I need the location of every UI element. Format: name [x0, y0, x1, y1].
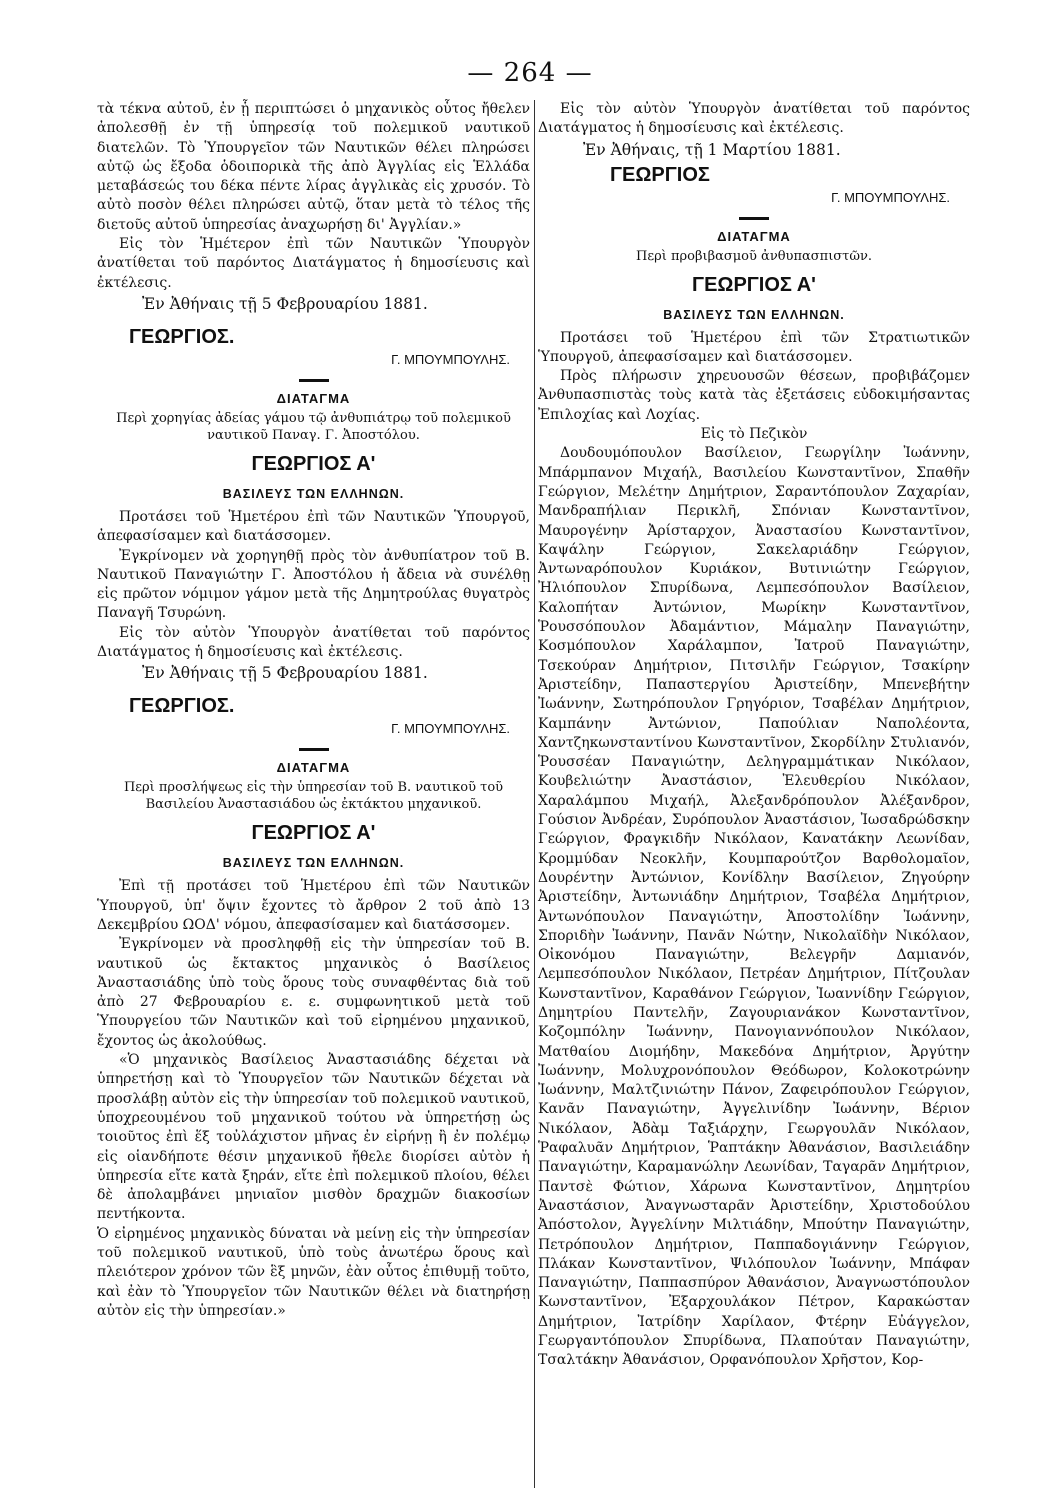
- king-signature: ΓΕΩΡΓΙΟΣ.: [129, 695, 235, 718]
- paragraph: Πρὸς πλήρωσιν χηρευουσῶν θέσεων, προβιβάζομεν Ἀνθυπασπιστὰς τοὺς κατὰ τὰς ἐξετάσεις εὐδοκιμήσαντας Ἐπιλοχίας καὶ Λοχίας.: [538, 368, 970, 423]
- decree-subject: Περὶ προσλήψεως εἰς τὴν ὑπηρεσίαν τοῦ Β. ναυτικοῦ τοῦ Βασιλείου Ἀναστασιάδου ὡς ἐκτάκτου μηχανικοῦ.: [123, 780, 504, 813]
- king-title: ΒΑΣΙΛΕΥΣ ΤΩΝ ΕΛΛΗΝΩΝ.: [222, 486, 405, 501]
- right-column: [538, 100, 970, 1371]
- paragraph: Ὁ εἰρημένος μηχανικὸς δύναται νὰ μείνῃ εἰς τὴν ὑπηρεσίαν τοῦ πολεμικοῦ ναυτικοῦ, ὑπὸ τοὺς ἀνωτέρω ὅρους καὶ πλειότερον χρόνον τῶν ἓξ μηνῶν, ἐὰν οὗτος ἐπιθυμῇ τοῦτο, καὶ ἐὰν τὸ Ὑπουργεῖον τῶν Ναυτικῶν θέλει νὰ διατηρήσῃ αὐτὸν εἰς τὴν ὑπηρεσίαν.»: [97, 1225, 530, 1319]
- paragraph: Προτάσει τοῦ Ἡμετέρου ἐπὶ τῶν Ναυτικῶν Ὑπουργοῦ, ἀπεφασίσαμεν καὶ διατάσσομεν.: [97, 508, 530, 545]
- paragraph: Προτάσει τοῦ Ἡμετέρου ἐπὶ τῶν Στρατιωτικῶν Ὑπουργοῦ, ἀπεφασίσαμεν καὶ διατάσσομεν.: [538, 329, 970, 365]
- king-title: ΒΑΣΙΛΕΥΣ ΤΩΝ ΕΛΛΗΝΩΝ.: [663, 307, 845, 322]
- decree-date: Ἐν Ἀθήναις τῇ 5 Φεβρουαρίου 1881.: [142, 294, 428, 313]
- paragraph: τὰ τέκνα αὐτοῦ, ἐν ᾗ περιπτώσει ὁ μηχανικὸς οὗτος ἤθελεν ἀπολεσθῇ ἐν τῇ ὑπηρεσίᾳ τοῦ πολεμικοῦ ναυτικοῦ διατελῶν. Τὸ Ὑπουργεῖον τῶν Ναυτικῶν θέλει πληρώσει αὐτῷ ὡς ἔξοδα ὁδοιπορικὰ τῆς ἀπὸ Ἀγγλίας εἰς Ἑλλάδα μεταβάσεώς του δέκα πέντε λίρας ἀγγλικὰς εἰς χρυσόν. Τὸ αὐτὸ ποσὸν θέλει πληρώσει αὐτῷ, ὅταν μετὰ τὸ τέλος τῆς διετοῦς αὐτοῦ ὑπηρεσίας ἀναχωρήσῃ δι' Ἀγγλίαν.»: [97, 101, 530, 233]
- king-name: ΓΕΩΡΓΙΟΣ Α': [251, 452, 376, 475]
- paragraph: Ἐπὶ τῇ προτάσει τοῦ Ἡμετέρου ἐπὶ τῶν Ναυτικῶν Ὑπουργοῦ, ὑπ' ὄψιν ἔχοντες τὸ ἄρθρον 2 τοῦ ἀπὸ 13 Δεκεμβρίου ΩΟΔ' νόμου, ἀπεφασίσαμεν καὶ διατάσσομεν.: [97, 878, 530, 933]
- decree-subject: Περὶ προβιβασμοῦ ἀνθυπασπιστῶν.: [636, 248, 872, 264]
- paragraph: Ἐγκρίνομεν νὰ προσληφθῇ εἰς τὴν ὑπηρεσίαν τοῦ Β. ναυτικοῦ ὡς ἔκτακτος μηχανικὸς ὁ Βασίλειος Ἀναστασιάδης ὑπὸ τοὺς ὅρους τοὺς συναφθέντας διὰ τοῦ ἀπὸ 27 Φεβρουαρίου ε. ε. συμφωνητικοῦ μετὰ τοῦ Ὑπουργείου τῶν Ναυτικῶν καὶ τοῦ εἰρημένου μηχανικοῦ, ἔχοντος ὡς ἀκολούθως.: [97, 936, 530, 1049]
- page-number: — 264 —: [467, 58, 593, 88]
- king-name: ΓΕΩΡΓΙΟΣ Α': [251, 822, 376, 845]
- paragraph: Εἰς τὸν αὐτὸν Ὑπουργὸν ἀνατίθεται τοῦ παρόντος Διατάγματος ἡ δημοσίευσις καὶ ἐκτέλεσις.: [97, 624, 530, 661]
- decree-subject: Περὶ χορηγίας ἀδείας γάμου τῷ ἀνθυπιάτρῳ τοῦ πολεμικοῦ ναυτικοῦ Παναγ. Γ. Ἀποστόλου.: [116, 410, 511, 443]
- names-list: Δουδουμόπουλον Βασίλειον, Γεωργίλην Ἰωάννην, Μπάρμπανον Μιχαήλ, Βασιλείου Κωνσταντῖνον, Σπαθῆν Γεώργιον, Μελέτην Δημήτριον, Σαραντόπουλον Ζαχαρίαν, Μανδραπήλιαν Περικλῆ, Σπόνιαν Κωνσταντῖνον, Μαυρογένην Ἀρίσταρχον, Ἀναστασίου Κωνσταντῖνον, Καψάλην Γεώργιον, Σακελαριάδην Γεώργιον, Ἀντωναρόπουλον Κυριάκον, Βυτινιώτην Γεώργιον, Ἠλιόπουλον Σπυρίδωνα, Λεμπεσόπουλον Βασίλειον, Καλοπήταν Ἀντώνιον, Μωρίκην Κωνσταντῖνον, Ῥουσσόπουλον Ἀδαμάντιον, Μάμαλην Παναγιώτην, Κοσμόπουλον Χαράλαμπον, Ἰατροῦ Παναγιώτην, Τσεκούραν Δημήτριον, Πιτσιλῆν Γεώργιον, Τσακίρην Ἀριστείδην, Παπαστεργίου Ἀριστείδην, Μπενεβήτην Ἰωάννην, Σωτηρόπουλον Γρηγόριον, Τσαβέλαν Δημήτριον, Καμπάνην Ἀντώνιον, Παπούλιαν Ναπολέοντα, Χαντζηκωνσταντίνου Κωνσταντῖνον, Σκορδίλην Στυλιανόν, Ῥουσσέαν Παναγιώτην, Δεληγραμμάτικαν Νικόλαον, Κουβελιώτην Ἀναστάσιον, Ἐλευθερίου Νικόλαον, Χαραλάμπου Μιχαήλ, Ἀλεξανδρόπουλον Ἀλέξανδρον, Γούσιον Ἀνδρέαν, Συρόπουλον Ἀναστάσιον, Ἰωσαδρώδσκην Γεώργιον, Φραγκιδῆν Νικόλαον, Κανατάκην Λεωνίδαν, Κρομμύδαν Νεοκλῆν, Κουμπαρούτζον Βαρθολομαῖον, Δουρέντην Ἀντώνιον, Κονίδλην Βασίλειον, Ζηγούρην Ἀριστείδην, Ἀντωνιάδην Δημήτριον, Τσαβέλα Δημήτριον, Ἀντωνόπουλον Παναγιώτην, Ἀποστολίδην Ἰωάννην, Σποριδὴν Ἰωάννην, Πανᾶν Νώτην, Νικολαϊδὴν Νικόλαον, Οἰκονόμου Παναγιώτην, Βελεγρῆν Δαμιανόν, Λεμπεσόπουλον Νικόλαον, Πετρέαν Δημήτριον, Πίτζουλαν Κωνσταντῖνον, Καραθάνον Γεώργιον, Ἰωαννίδην Γεώργιον, Δημητρίου Παντελῆν, Ζαγουριανάκον Κωνσταντῖνον, Κοζομπόλην Ἰωάννην, Πανογιαννόπουλον Νικόλαον, Ματθαίου Διομήδην, Μακεδόνα Δημήτριον, Ἀργύτην Ἰωάννην, Μολυχρονόπουλον Θεόδωρον, Κολοκοτρώνην Ἰωάννην, Μαλτζινιώτην Πάνον, Ζαφειρόπουλον Γεώργιον, Κανᾶν Παναγιώτην, Ἀγγελινίδην Ἰωάννην, Βέριον Νικόλαον, Ἀδὰμ Ταξιάρχην, Γεωργουλᾶν Νικόλαον, Ῥαφαλυᾶν Δημήτριον, Ῥαπτάκην Ἀθανάσιον, Βασιλειάδην Παναγιώτην, Καραμανώλην Λεωνίδαν, Ταγαρᾶν Δημήτριον, Παντσὲ Φώτιον, Χάρωνα Κωνσταντῖνον, Δημητρίου Ἀναστάσιον, Ἀναγνωσταρᾶν Ἀριστείδην, Χριστοδούλου Ἀπόστολον, Ἀγγελίνην Μιλτιάδην, Μπούτην Παναγιώτην, Πετρόπουλον Δημήτριον, Παππαδογιάννην Γεώργιον, Πλάκαν Κωνσταντῖνον, Ψιλόπουλον Ἰωάννην, Μπάφαν Παναγιώτην, Παππασπύρον Ἀθανάσιον, Ἀναγνωστόπουλον Κωνσταντῖνον, Ἐξαρχουλάκον Πέτρον, Καρακώσταν Δημήτριον, Ἰατρίδην Χαρίλαον, Φτέρην Εὐάγγελον, Γεωργαντόπουλον Σπυρίδωνα, Πλαπούταν Παναγιώτην, Τσαλτάκην Ἀθανάσιον, Ορφανόπουλον Χρῆστον, Κορ-: [538, 445, 970, 1369]
- section-label: Εἰς τὸ Πεζικὸν: [700, 426, 808, 443]
- king-signature: ΓΕΩΡΓΙΟΣ.: [129, 325, 235, 348]
- minister-signature: Γ. ΜΠΟΥΜΠΟΥΛΗΣ.: [391, 351, 510, 367]
- decree-heading: ΔΙΑΤΑΓΜΑ: [276, 390, 351, 406]
- section-divider: [299, 379, 329, 382]
- decree-heading: ΔΙΑΤΑΓΜΑ: [717, 228, 791, 244]
- decree-date: Ἐν Ἀθήναις, τῇ 1 Μαρτίου 1881.: [583, 140, 841, 159]
- paragraph: Εἰς τὸν αὐτὸν Ὑπουργὸν ἀνατίθεται τοῦ παρόντος Διατάγματος ἡ δημοσίευσις καὶ ἐκτέλεσις.: [538, 101, 970, 137]
- column-divider: [534, 100, 535, 1488]
- paragraph: «Ὁ μηχανικὸς Βασίλειος Ἀναστασιάδης δέχεται νὰ ὑπηρετήσῃ καὶ τὸ Ὑπουργεῖον τῶν Ναυτικῶν δέχεται νὰ προσλάβῃ αὐτὸν εἰς τὴν ὑπηρεσίαν τοῦ πολεμικοῦ ναυτικοῦ, ὑποχρεουμένου τοῦ μηχανικοῦ τούτου νὰ ὑπηρετήσῃ ὡς τοιοῦτος ἐπὶ ἕξ τοὐλάχιστον μῆνας ἐν εἰρήνῃ ἢ ἐν πολέμῳ εἰς οἱανδήποτε θέσιν μηχανικοῦ ἤθελε διορίσει αὐτὸν ἡ ὑπηρεσία εἴτε κατὰ ξηράν, εἴτε ἐπὶ πολεμικοῦ πλοίου, θέλει δὲ ἀπολαμβάνει μηνιαῖον μισθὸν δραχμῶν διακοσίων πεντήκοντα.: [97, 1052, 530, 1223]
- king-title: ΒΑΣΙΛΕΥΣ ΤΩΝ ΕΛΛΗΝΩΝ.: [222, 856, 405, 871]
- minister-signature: Γ. ΜΠΟΥΜΠΟΥΛΗΣ.: [831, 189, 950, 205]
- paragraph: Εἰς τὸν Ἡμέτερον ἐπὶ τῶν Ναυτικῶν Ὑπουργὸν ἀνατίθεται τοῦ παρόντος Διατάγματος ἡ δημοσίευσις καὶ ἐκτέλεσις.: [97, 236, 530, 291]
- section-divider: [739, 217, 769, 220]
- king-name: ΓΕΩΡΓΙΟΣ Α': [692, 273, 816, 296]
- paragraph: Ἐγκρίνομεν νὰ χορηγηθῇ πρὸς τὸν ἀνθυπίατρον τοῦ Β. Ναυτικοῦ Παναγιώτην Γ. Ἀποστόλου ἡ ἄδεια νὰ συνέλθῃ εἰς πρῶτον νόμιμον γάμον μετὰ τῆς Δημητρούλας θυγατρὸς Παναγῆ Τσυρώνη.: [97, 547, 530, 622]
- left-column: [97, 100, 530, 1321]
- minister-signature: Γ. ΜΠΟΥΜΠΟΥΛΗΣ.: [391, 721, 510, 737]
- king-signature: ΓΕΩΡΓΙΟΣ: [610, 163, 710, 186]
- decree-heading: ΔΙΑΤΑΓΜΑ: [276, 760, 351, 776]
- decree-date: Ἐν Ἀθήναις τῇ 5 Φεβρουαρίου 1881.: [142, 664, 428, 683]
- section-divider: [299, 748, 329, 751]
